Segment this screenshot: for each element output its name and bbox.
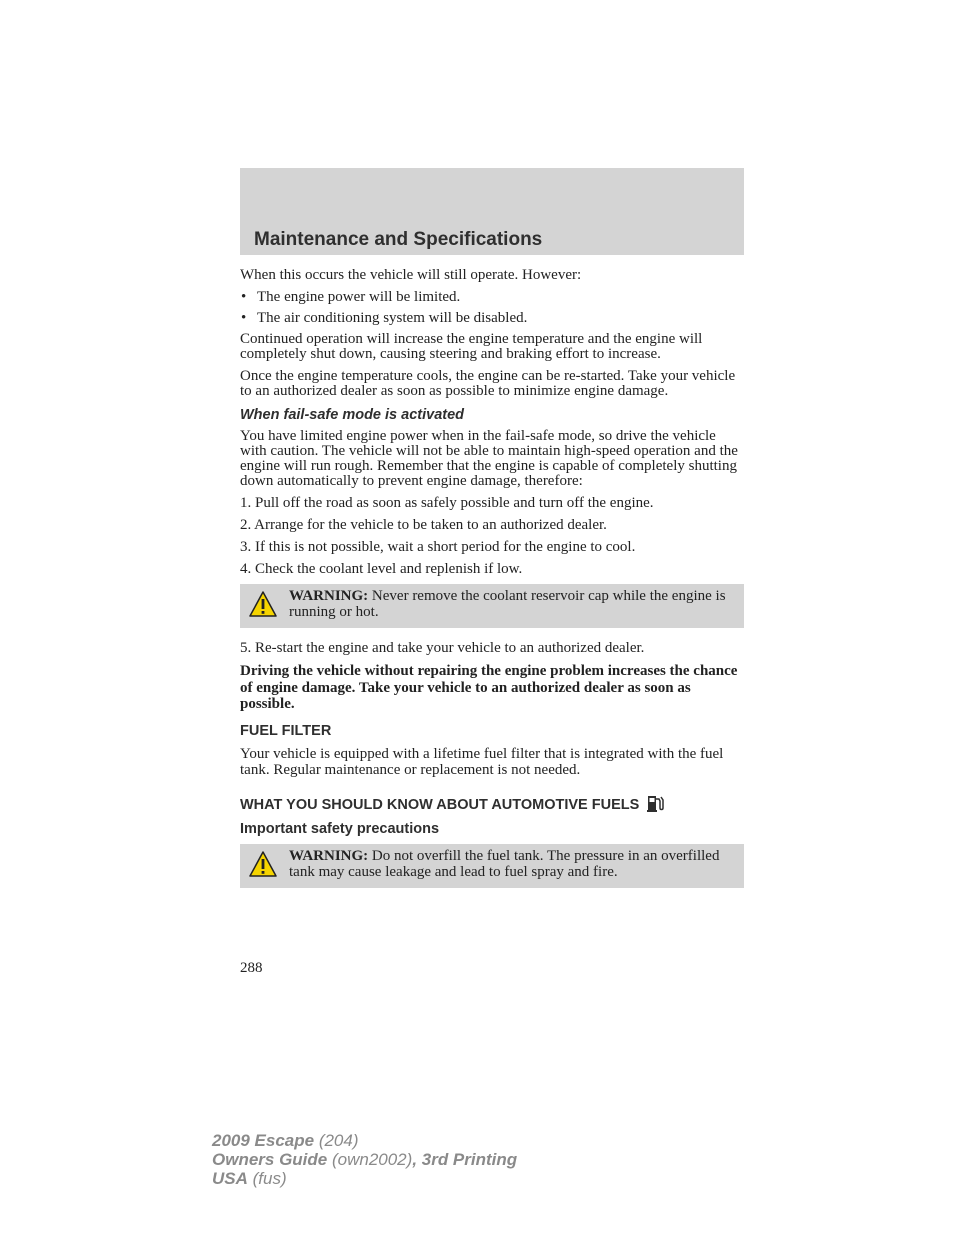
step-item: 5. Re-start the engine and take your vehicle to an authorized dealer. [240, 640, 645, 656]
warning-text: Do not overfill the fuel tank. The pressure in an overfilled tank may cause leakage and lead to fuel spray and fire. [289, 847, 720, 880]
automotive-fuels-heading: WHAT YOU SHOULD KNOW ABOUT AUTOMOTIVE FUELS [240, 796, 640, 813]
warning-triangle-icon [249, 851, 277, 877]
warning-label: WARNING: [289, 847, 369, 864]
step-item: 2. Arrange for the vehicle to be taken to an authorized dealer. [240, 517, 607, 533]
failsafe-heading: When fail-safe mode is activated [240, 407, 465, 423]
footer-line-1 [212, 1131, 517, 1150]
page-content [240, 268, 744, 901]
bullet-text: The air conditioning system will be disabled. [257, 310, 528, 326]
warning-triangle-icon [249, 591, 277, 617]
footer-model: 2009 Escape [212, 1131, 315, 1150]
warning-text: Never remove the coolant reservoir cap while the engine is running or hot. [289, 588, 726, 620]
footer-printing: , 3rd Printing [412, 1150, 518, 1169]
intro-paragraph: When this occurs the vehicle will still operate. However: [240, 267, 582, 283]
safety-precautions-heading: Important safety precautions [240, 820, 440, 837]
page-number: 288 [240, 960, 263, 976]
engine-damage-notice: Driving the vehicle without repairing the engine problem increases the chance of engine damage. Take your vehicle to an authorized dealer as soon as possible. [240, 663, 738, 712]
bullet-icon: • [241, 289, 247, 305]
fuel-filter-paragraph: Your vehicle is equipped with a lifetime fuel filter that is integrated with the fuel tank. Regular maintenance or replacement is not needed. [240, 745, 724, 778]
footer-line-2 [212, 1150, 517, 1169]
section-title: Maintenance and Specifications [254, 229, 543, 250]
fuel-filter-heading: FUEL FILTER [240, 722, 332, 739]
continued-operation-paragraph: Continued operation will increase the engine temperature and the engine will completely shut down, causing steering and braking effort to increase. [240, 331, 703, 362]
overfill-warning-box [240, 844, 744, 888]
footer-line-3 [212, 1169, 517, 1188]
step-item: 3. If this is not possible, wait a short period for the engine to cool. [240, 539, 636, 555]
bullet-item [240, 311, 744, 326]
fuel-pump-icon [646, 793, 664, 812]
footer-market-code: (fus) [247, 1169, 287, 1188]
footer-guide-code: (own2002) [327, 1150, 413, 1169]
bullet-icon: • [241, 310, 247, 326]
failsafe-paragraph: You have limited engine power when in the fail-safe mode, so drive the vehicle with caution. The vehicle will not be able to maintain high-speed operation and the engine will run rough. Remember that the engine is capable of completely shutting down automatically to prevent engine damage, therefore: [240, 428, 738, 489]
warning-label: WARNING: [289, 588, 369, 604]
footer-model-code: (204) [314, 1131, 359, 1150]
footer-market: USA [212, 1169, 248, 1188]
coolant-warning-box [240, 584, 744, 628]
section-header-band [240, 168, 744, 255]
engine-cools-paragraph: Once the engine temperature cools, the engine can be re-started. Take your vehicle to an authorized dealer as soon as possible to minimize engine damage. [240, 368, 736, 399]
step-item: 4. Check the coolant level and replenish if low. [240, 561, 523, 577]
bullet-text: The engine power will be limited. [257, 289, 461, 305]
bullet-item [240, 290, 744, 305]
automotive-fuels-heading-row [240, 793, 744, 813]
step-item: 1. Pull off the road as soon as safely possible and turn off the engine. [240, 495, 654, 511]
footer-guide: Owners Guide [212, 1150, 328, 1169]
document-footer [212, 1131, 517, 1188]
